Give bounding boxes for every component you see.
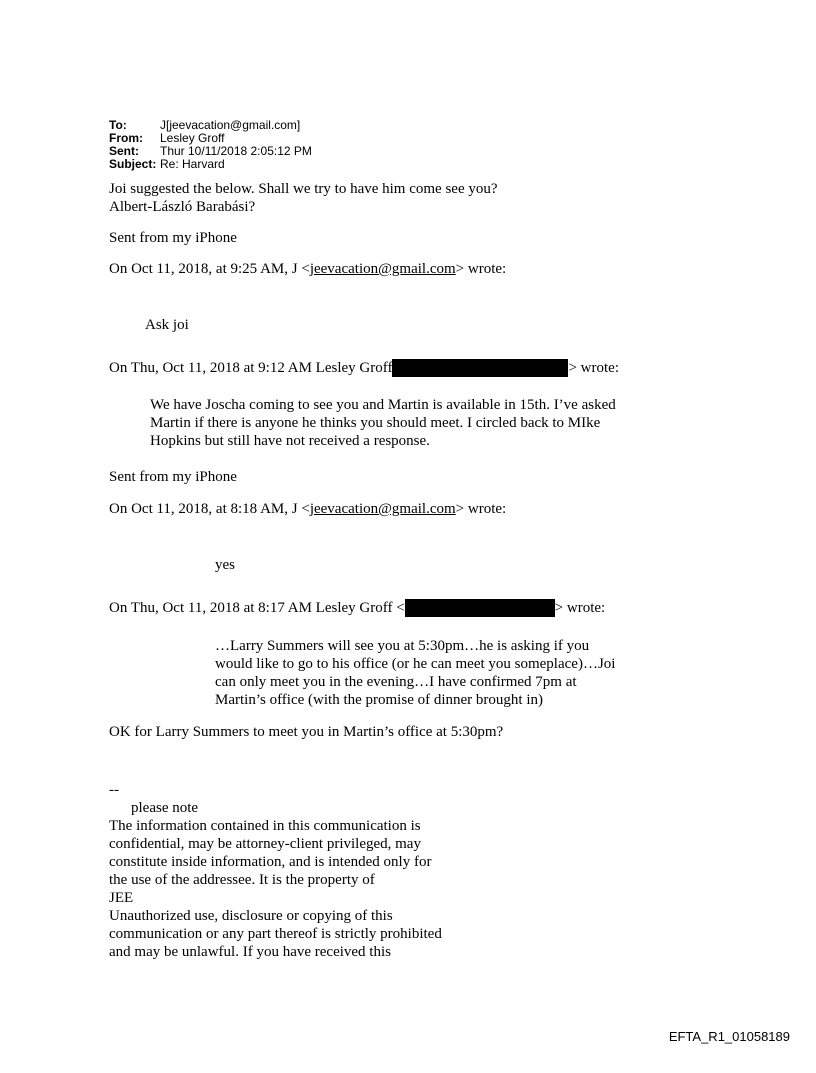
disclaimer-line: the use of the addressee. It is the property of [109,872,375,888]
quote-prefix: On Oct 11, 2018, at 9:25 AM, J < [109,261,310,277]
disclaimer-line: confidential, may be attorney-client privileged, may [109,836,421,852]
quote-line: can only meet you in the evening…I have confirmed 7pm at [215,674,577,690]
quote-line: Martin if there is anyone he thinks you should meet. I circled back to MIke [150,415,601,431]
disclaimer-line: The information contained in this communication is [109,818,421,834]
email-link[interactable]: jeevacation@gmail.com [309,501,456,517]
signature: Sent from my iPhone [109,469,237,485]
note-heading: please note [131,800,199,816]
signature: Sent from my iPhone [109,230,237,246]
quote-prefix: On Thu, Oct 11, 2018 at 8:17 AM Lesley Groff < [109,600,405,616]
sent-value: Thur 10/11/2018 2:05:12 PM [160,144,312,158]
disclaimer-line: and may be unlawful. If you have received this [109,944,391,960]
to-label: To: [109,118,127,132]
from-value: Lesley Groff [160,131,225,145]
disclaimer-line: constitute inside information, and is intended only for [109,854,432,870]
quote-suffix: > wrote: [568,360,619,376]
quote-prefix: On Thu, Oct 11, 2018 at 9:12 AM Lesley Groff [109,360,393,376]
reply-text: yes [215,557,235,573]
quote-header [109,500,506,518]
subject-label: Subject: [109,157,157,171]
document-id: EFTA_R1_01058189 [668,1029,790,1044]
quote-header [109,359,619,377]
quote-header [109,260,506,278]
body-line: Joi suggested the below. Shall we try to have him come see you? [109,181,498,197]
redaction-box [405,599,555,617]
quote-line: Hopkins but still have not received a response. [150,433,430,449]
quote-line: …Larry Summers will see you at 5:30pm…he is asking if you [215,638,590,654]
quote-header [109,599,605,617]
to-value: J[jeevacation@gmail.com] [160,118,301,132]
quote-line: Martin’s office (with the promise of dinner brought in) [215,692,543,708]
body-line: Albert-László Barabási? [109,199,256,215]
disclaimer-line: Unauthorized use, disclosure or copying of this [109,908,393,924]
disclaimer-line: JEE [109,890,134,906]
reply-text: Ask joi [145,317,189,333]
separator: -- [109,782,119,798]
email-link[interactable]: jeevacation@gmail.com [309,261,456,277]
quote-line: would like to go to his office (or he can meet you someplace)…Joi [215,656,616,672]
quote-line: We have Joscha coming to see you and Martin is available in 15th. I’ve asked [150,397,616,413]
redaction-box [392,359,568,377]
quote-suffix: > wrote: [554,600,606,616]
body-line: OK for Larry Summers to meet you in Martin’s office at 5:30pm? [109,724,504,740]
email-header [0,118,400,178]
quote-suffix: > wrote: [455,261,507,277]
subject-value: Re: Harvard [160,157,225,171]
from-label: From: [109,131,143,145]
disclaimer-line: communication or any part thereof is strictly prohibited [109,926,442,942]
quote-prefix: On Oct 11, 2018, at 8:18 AM, J < [109,501,310,517]
sent-label: Sent: [109,144,139,158]
quote-suffix: > wrote: [455,501,507,517]
